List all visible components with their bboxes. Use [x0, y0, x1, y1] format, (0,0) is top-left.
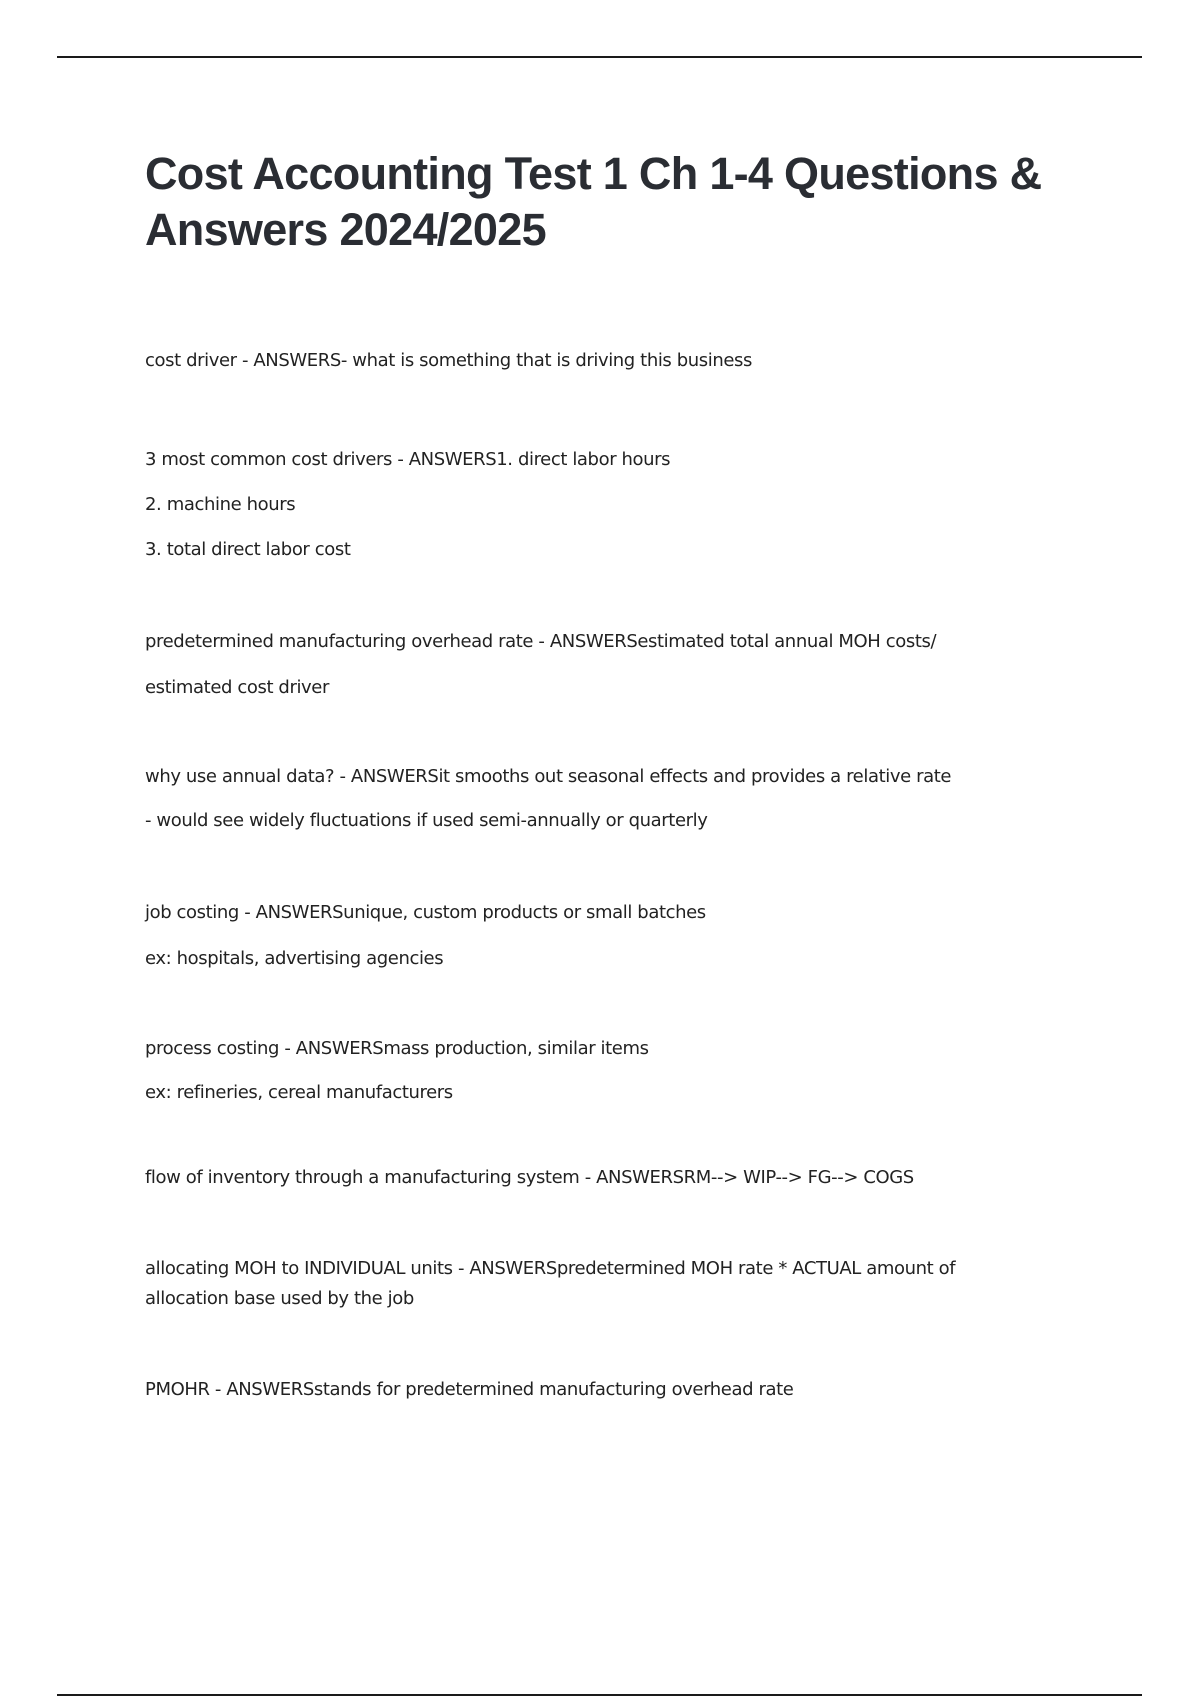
entry-line: flow of inventory through a manufacturing system - ANSWERSRM--> WIP--> FG--> COGS — [145, 1167, 914, 1188]
entry-line: ex: hospitals, advertising agencies — [145, 948, 444, 969]
entry-line: job costing - ANSWERSunique, custom products or small batches — [145, 902, 706, 923]
qa-entry-pmohr — [145, 1375, 1065, 1405]
qa-entry-process-costing — [145, 1027, 1065, 1115]
qa-entry-inventory-flow — [145, 1163, 1065, 1193]
entry-line: 3. total direct labor cost — [145, 539, 351, 560]
qa-entry-predetermined-overhead-rate — [145, 619, 1065, 711]
entry-line: cost driver - ANSWERS- what is something that is driving this business — [145, 350, 752, 371]
entry-line: ex: refineries, cereal manufacturers — [145, 1082, 453, 1103]
qa-entry-job-costing — [145, 890, 1065, 982]
entry-line: predetermined manufacturing overhead rate - ANSWERSestimated total annual MOH costs/ — [145, 631, 937, 652]
entry-line: 3 most common cost drivers - ANSWERS1. direct labor hours — [145, 449, 671, 470]
qa-entry-annual-data — [145, 755, 1065, 843]
qa-entry-common-cost-drivers — [145, 437, 1065, 572]
top-rule — [57, 56, 1142, 58]
entry-line: estimated cost driver — [145, 677, 329, 698]
entry-line: allocating MOH to INDIVIDUAL units - ANSWERSpredetermined MOH rate * ACTUAL amount of — [145, 1258, 956, 1279]
qa-entry-cost-driver — [145, 346, 1065, 376]
bottom-rule — [57, 1694, 1142, 1696]
entry-line: process costing - ANSWERSmass production, similar items — [145, 1038, 649, 1059]
qa-entry-allocating-moh — [145, 1254, 1065, 1314]
document-title: Cost Accounting Test 1 Ch 1-4 Questions & Answers 2024/2025 — [145, 148, 1042, 255]
entry-line: allocation base used by the job — [145, 1288, 414, 1309]
entry-line: PMOHR - ANSWERSstands for predetermined manufacturing overhead rate — [145, 1379, 794, 1400]
entry-line: - would see widely fluctuations if used semi-annually or quarterly — [145, 810, 708, 831]
entry-line: why use annual data? - ANSWERSit smooths out seasonal effects and provides a relative rate — [145, 766, 952, 787]
entry-line: 2. machine hours — [145, 494, 296, 515]
